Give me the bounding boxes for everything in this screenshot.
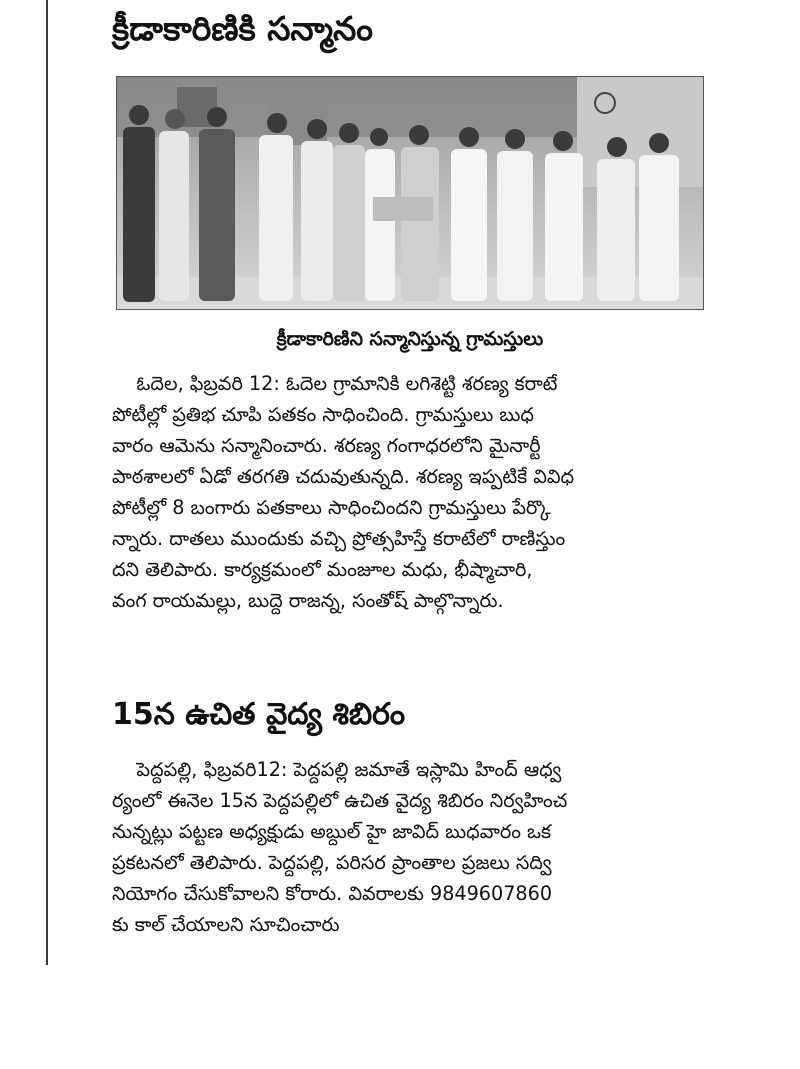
article-1-line: దని తెలిపారు. కార్యక్రమంలో మంజూల మధు, భీష్మాచారి,	[112, 558, 533, 581]
article-2-line: నున్నట్లు పట్టణ అధ్యక్షుడు అబ్దుల్ హై జావిద్ బుధవారం ఒక	[112, 820, 552, 843]
article-2-line: ర్యంలో ఈనెల 15న పెద్దపల్లిలో ఉచిత వైద్య శిబిరం నిర్వహించ	[112, 789, 568, 812]
article-1-headline: క్రీడాకారిణికి సన్మానం	[112, 9, 374, 48]
article-1-line: పోటీల్లో 8 బంగారు పతకాలు సాధించిందని గ్రామస్తులు పేర్కొ	[112, 496, 551, 519]
article-1-line: వంగ రాయమల్లు, బుద్దె రాజన్న, సంతోష్ పాల్గొన్నారు.	[112, 589, 504, 612]
article-2-line: కు కాల్ చేయాలని సూచించారు	[112, 913, 340, 936]
article-1-line: పోటీల్లో ప్రతిభ చూపి పతకం సాధించింది. గ్రామస్తులు బుధ	[112, 403, 534, 426]
column-rule	[46, 0, 48, 965]
article-2-headline: 15న ఉచిత వైద్య శిబిరం	[112, 697, 406, 732]
article-2-body	[112, 754, 708, 940]
news-photo	[116, 76, 704, 310]
article-1-line: న్నారు. దాతలు ముందుకు వచ్చి ప్రోత్సహిస్తే కరాటేలో రాణిస్తుం	[112, 527, 566, 550]
photo-caption: క్రీడాకారిణిని సన్మానిస్తున్న గ్రామస్తులు	[276, 328, 544, 350]
article-1-body	[112, 368, 708, 616]
article-2-line: ప్రకటనలో తెలిపారు. పెద్దపల్లి, పరిసర ప్రాంతాల ప్రజలు సద్వి	[112, 851, 552, 874]
article-1-line: ఓదెల, ఫిబ్రవరి 12: ఓదెల గ్రామానికి లగిశెట్టి శరణ్య కరాటే	[112, 372, 558, 395]
article-1-line: పాఠశాలలో ఏడో తరగతి చదువుతున్నది. శరణ్య ఇప్పటికే వివిధ	[112, 465, 575, 488]
article-2-line: పెద్దపల్లి, ఫిబ్రవరి12: పెద్దపల్లి జమాతే ఇస్లామి హింద్ ఆధ్వ	[112, 758, 562, 781]
article-1-line: వారం ఆమెను సన్మానించారు. శరణ్య గంగాధరలోని మైనార్టీ	[112, 434, 541, 457]
article-2-line: నియోగం చేసుకోవాలని కోరారు. వివరాలకు 9849607860	[112, 882, 553, 905]
